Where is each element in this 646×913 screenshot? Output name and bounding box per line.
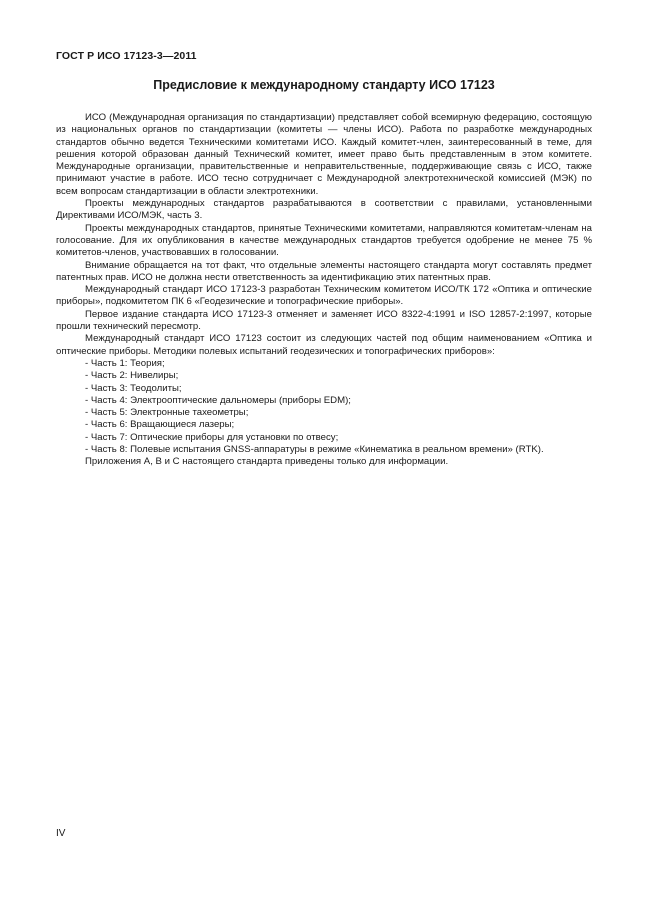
list-item: - Часть 2: Нивелиры; <box>85 370 179 382</box>
parts-list <box>56 358 592 456</box>
paragraph-edition: Первое издание стандарта ИСО 17123-3 отменяет и заменяет ИСО 8322-4:1991 и ISO 12857-2:1997, которые прошли технический пересмотр. <box>56 308 592 333</box>
paragraph-committee: Международный стандарт ИСО 17123-3 разработан Техническим комитетом ИСО/ТК 172 «Оптика и оптические приборы», подкомитетом ПК 6 «Геодезические и топографические приборы». <box>56 284 592 308</box>
paragraph-iso-intro: ИСО (Международная организация по стандартизации) представляет собой всемирную федерацию, состоящую из национальных органов по стандартизации (комитеты — члены ИСО). Работа по разработке международных стандартов обычно ведется Техническими комитетами ИСО. Каждый комитет-член, заинтересованный в теме, для решения которой образован данный Технический комитет, имеет право быть представленным в этом комитете. Международные организации, правительственные и неправительственные, поддерживающие связь с ИСО, также принимают участие в работе. ИСО тесно сотрудничает с Международной электротехнической комиссией (МЭК) по всем вопросам стандартизации в области электротехники. <box>56 112 592 197</box>
paragraph-voting: Проекты международных стандартов, принятые Техническими комитетами, направляются комитетам-членам на голосование. Для их опубликования в качестве международных стандартов требуется одобрение не менее 75 % комитетов-членов, участвовавших в голосовании. <box>56 222 592 259</box>
list-item: - Часть 3: Теодолиты; <box>85 382 182 394</box>
list-item: - Часть 6: Вращающиеся лазеры; <box>85 419 235 431</box>
list-item: - Часть 4: Электрооптические дальномеры (приборы EDM); <box>85 394 351 406</box>
paragraph-patents: Внимание обращается на тот факт, что отдельные элементы настоящего стандарта могут составлять предмет патентных прав. ИСО не должна нести ответственность за идентификацию этих патентных прав. <box>56 259 592 283</box>
paragraph-annexes: Приложения А, В и С настоящего стандарта приведены только для информации. <box>85 456 449 468</box>
page-number: IV <box>56 828 66 839</box>
preface-body <box>56 112 592 469</box>
list-item: - Часть 5: Электронные тахеометры; <box>85 407 249 419</box>
list-item: - Часть 1: Теория; <box>85 357 165 369</box>
document-code: ГОСТ Р ИСО 17123-3—2011 <box>56 50 197 62</box>
paragraph-parts-intro: Международный стандарт ИСО 17123 состоит из следующих частей под общим наименованием «Оптика и оптические приборы. Методики полевых испытаний геодезических и топографических приборов»: <box>56 333 592 357</box>
list-item: - Часть 8: Полевые испытания GNSS-аппаратуры в режиме «Кинематика в реальном времени» (RTK). <box>85 444 544 456</box>
paragraph-directives: Проекты международных стандартов разрабатываются в соответствии с правилами, установленными Директивами ИСО/МЭК, часть 3. <box>56 198 592 222</box>
list-item: - Часть 7: Оптические приборы для установки по отвесу; <box>85 431 339 443</box>
section-title: Предисловие к международному стандарту ИСО 17123 <box>153 78 495 92</box>
